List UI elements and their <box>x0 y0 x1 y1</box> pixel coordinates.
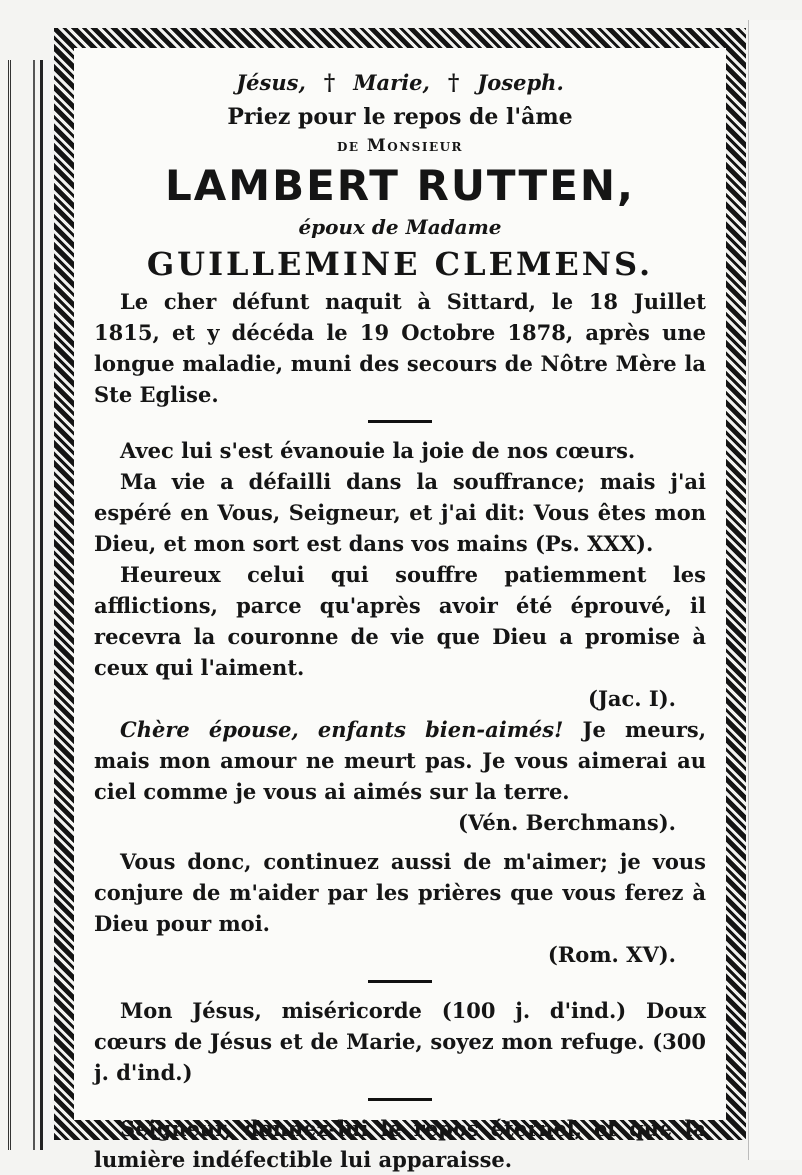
card-content <box>94 70 706 1175</box>
verse-2: Ma vie a défailli dans la souffrance; mais j'ai espéré en Vous, Seigneur, et j'ai dit: Vous êtes mon Dieu, et mon sort est dans vos mains (Ps. XXX). <box>94 469 706 556</box>
adjacent-card-edge-left <box>0 60 43 1150</box>
holy-names-header <box>94 70 706 102</box>
verse-6: Mon Jésus, miséricorde (100 j. d'ind.) Doux cœurs de Jésus et de Marie, soyez mon refuge. (300 j. d'ind.) <box>94 998 706 1085</box>
header-marie: Marie, <box>353 70 430 95</box>
verse-7: Seigneur, donnez-lui le repos éternel, et que la lumière indéfectible lui apparaisse. <box>94 1116 706 1172</box>
ornament-border <box>8 60 35 1150</box>
verse-1: Avec lui s'est évanouie la joie de nos cœurs. <box>120 438 636 463</box>
verse-3: Heureux celui qui souffre patiemment les afflictions, parce qu'après avoir été éprouvé, il recevra la couronne de vie que Dieu a promise à ceux qui l'aiment. <box>94 562 706 680</box>
header-jesus: Jésus, <box>236 70 306 95</box>
verse-3-reference: (Jac. I). <box>588 686 676 711</box>
header-joseph: Joseph. <box>477 70 564 95</box>
verse-4 <box>94 714 706 807</box>
divider <box>368 1098 432 1101</box>
verse-5: Vous donc, continuez aussi de m'aimer; je vous conjure de m'aider par les prières que vous ferez à Dieu pour moi. <box>94 849 706 936</box>
cross-icon: † <box>447 70 460 96</box>
spouse-label: époux de Madame <box>298 215 502 239</box>
deceased-name: LAMBERT RUTTEN, <box>165 161 635 210</box>
verse-4-reference: (Vén. Berchmans). <box>458 810 676 835</box>
memorial-card <box>54 28 746 1172</box>
verse-5-reference: (Rom. XV). <box>547 942 676 967</box>
prayer-request: Priez pour le repos de l'âme <box>227 104 573 130</box>
adjacent-card-edge-right <box>748 20 802 1160</box>
biography: Le cher défunt naquit à Sittard, le 18 Juillet 1815, et y décéda le 19 Octobre 1878, après une longue maladie, muni des secours de Nôtre Mère la Ste Eglise. <box>94 289 706 407</box>
divider <box>368 980 432 983</box>
divider <box>368 420 432 423</box>
cross-icon: † <box>323 70 336 96</box>
verse-4-body: Je meurs, mais mon amour ne meurt pas. Je vous aimerai au ciel comme je vous ai aimés sur la terre. <box>94 717 707 804</box>
monsieur-label: de Monsieur <box>336 136 464 156</box>
spouse-name: GUILLEMINE CLEMENS. <box>146 245 654 283</box>
verse-4-lead: Chère épouse, enfants bien-aimés! <box>120 717 564 742</box>
